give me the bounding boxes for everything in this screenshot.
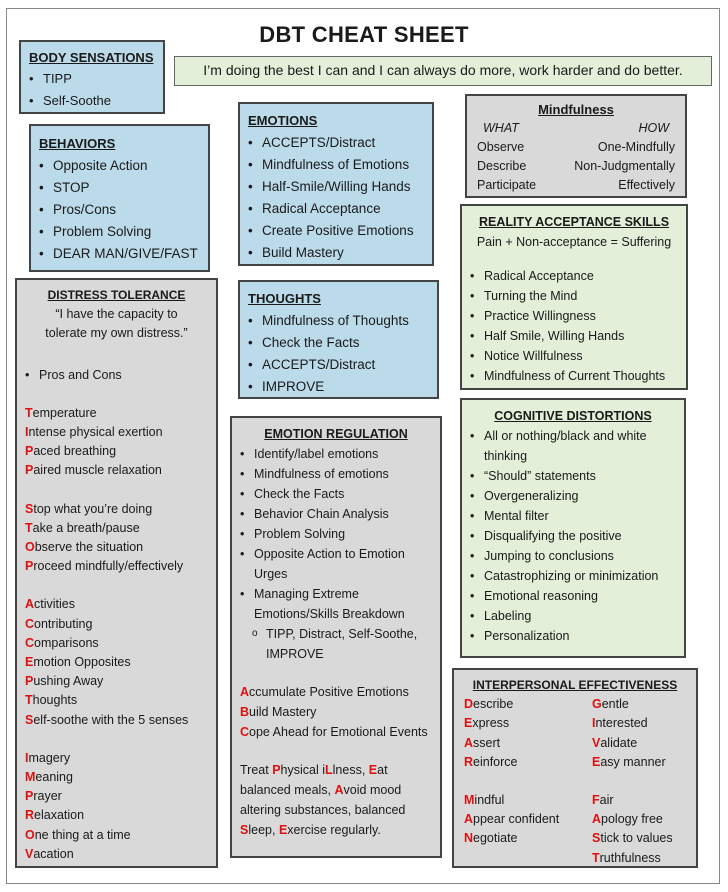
acronym-line: Take a breath/pause	[25, 520, 140, 535]
acronym-line: Reinforce	[464, 754, 518, 769]
thoughts-title: THOUGHTS	[248, 291, 321, 306]
page-title: DBT CHEAT SHEET	[259, 22, 469, 47]
distress-tolerance-title: DISTRESS TOLERANCE	[47, 288, 186, 302]
list-item: • Radical Acceptance	[470, 266, 678, 286]
list-item: • IMPROVE	[248, 376, 429, 398]
body-sensations-box	[19, 40, 165, 114]
interpersonal-box	[452, 668, 698, 868]
acronym-line: Temperature	[25, 405, 97, 420]
list-item: • All or nothing/black and white thinking	[470, 426, 676, 466]
list-item: • Jumping to conclusions	[470, 546, 676, 566]
reality-acceptance-title: REALITY ACCEPTANCE SKILLS	[478, 215, 670, 229]
acronym-line: Vacation	[25, 846, 74, 861]
mindfulness-title: Mindfulness	[538, 102, 614, 117]
acronym-line: Meaning	[25, 770, 73, 785]
behaviors-list	[39, 155, 200, 265]
list-item: • Mindfulness of Thoughts	[248, 310, 429, 332]
acronym-line: Observe the situation	[25, 540, 144, 555]
list-item: • Pros/Cons	[39, 199, 200, 221]
cognitive-distortions-box	[460, 398, 686, 658]
what-item: Participate	[477, 178, 537, 192]
sub-list-item: o TIPP, Distract, Self-Soothe, IMPROVE	[252, 627, 418, 661]
how-label: HOW	[638, 121, 669, 135]
list-item: • Build Mastery	[248, 242, 424, 264]
dear-list	[464, 695, 592, 772]
acronym-line: Apology free	[592, 812, 663, 827]
list-item: • Opposite Action to Emotion Urges	[240, 544, 432, 584]
list-item: • TIPP	[29, 68, 155, 90]
acronym-line: Assert	[464, 735, 501, 750]
mindfulness-box	[465, 94, 687, 198]
acronym-line: Self-soothe with the 5 senses	[25, 712, 189, 727]
list-item: • Managing Extreme Emotions/Skills Breakdown	[240, 584, 432, 624]
acronym-line: Mindful	[464, 793, 505, 808]
list-item: • ACCEPTS/Distract	[248, 354, 429, 376]
emotions-title: EMOTIONS	[248, 113, 318, 128]
acronym-line: Stop what you’re doing	[25, 501, 153, 516]
behaviors-title: BEHAVIORS	[39, 136, 116, 151]
list-item: • Create Positive Emotions	[248, 220, 424, 242]
list-item: • Mental filter	[470, 506, 676, 526]
give-list	[592, 695, 673, 772]
acronym-line: Relaxation	[25, 808, 85, 823]
acronym-line: Gentle	[592, 697, 629, 712]
acronym-line: Truthfulness	[592, 850, 661, 865]
body-sensations-title: BODY SENSATIONS	[29, 50, 154, 65]
acronym-line: Easy manner	[592, 754, 666, 769]
list-item: • Check the Facts	[248, 332, 429, 354]
accepts-list	[25, 595, 208, 729]
body-sensations-list	[29, 68, 155, 112]
list-item: • Pros and Cons	[25, 366, 208, 385]
list-item: • “Should” statements	[470, 466, 676, 486]
list-item: • Problem Solving	[240, 524, 432, 544]
how-item: One-Mindfully	[597, 140, 675, 154]
acronym-line: One thing at a time	[25, 827, 131, 842]
list-item: • Overgeneralizing	[470, 486, 676, 506]
list-item: • Disqualifying the positive	[470, 526, 676, 546]
acronym-line: Cope Ahead for Emotional Events	[240, 725, 428, 739]
list-item: • Radical Acceptance	[248, 198, 424, 220]
thoughts-box	[238, 280, 439, 399]
acronym-line: Build Mastery	[240, 705, 317, 719]
list-item: • Emotional reasoning	[470, 586, 676, 606]
acronym-line: Describe	[464, 697, 514, 712]
motto-box	[174, 56, 712, 86]
list-item: • Mindfulness of Emotions	[248, 154, 424, 176]
acronym-line: Contributing	[25, 616, 93, 631]
what-item: Describe	[477, 159, 527, 173]
list-item: • Behavior Chain Analysis	[240, 504, 432, 524]
fast-list	[592, 791, 673, 868]
reality-acceptance-formula: Pain + Non-acceptance = Suffering	[476, 235, 672, 249]
distress-tolerance-box	[15, 278, 218, 868]
acronym-line: Emotion Opposites	[25, 655, 131, 670]
emotion-regulation-title: EMOTION REGULATION	[264, 427, 408, 441]
interpersonal-title: INTERPERSONAL EFFECTIVENESS	[472, 678, 678, 692]
list-item: • Opposite Action	[39, 155, 200, 177]
tipp-list	[25, 404, 208, 481]
list-item: • Self-Soothe	[29, 90, 155, 112]
list-item: • Half-Smile/Willing Hands	[248, 176, 424, 198]
acronym-line: Validate	[592, 735, 638, 750]
acronym-line: Pushing Away	[25, 674, 104, 689]
list-item: • Practice Willingness	[470, 306, 678, 326]
reality-acceptance-box	[460, 204, 688, 390]
acronym-line: Paced breathing	[25, 444, 117, 459]
distress-bullet-list	[25, 366, 208, 385]
acronym-line: Interested	[592, 716, 648, 731]
list-item: • Labeling	[470, 606, 676, 626]
abc-list	[240, 682, 432, 742]
list-item: • Half Smile, Willing Hands	[470, 326, 678, 346]
list-item: • Mindfulness of Current Thoughts	[470, 366, 678, 386]
acronym-line: Accumulate Positive Emotions	[240, 685, 409, 699]
acronym-line: Appear confident	[464, 812, 560, 827]
motto-text: I’m doing the best I can and I can always do more, work harder and do better.	[203, 62, 683, 78]
acronym-line: Express	[464, 716, 510, 731]
list-item: • Problem Solving	[39, 221, 200, 243]
stop-list	[25, 500, 208, 577]
acronym-line: Proceed mindfully/effectively	[25, 559, 184, 574]
acronym-line: Imagery	[25, 750, 71, 765]
how-item: Non-Judgmentally	[574, 159, 675, 173]
acronym-line: Comparisons	[25, 635, 99, 650]
man-list	[464, 791, 592, 849]
what-item: Observe	[477, 140, 525, 154]
acronym-line: Stick to values	[592, 831, 673, 846]
list-item: • Check the Facts	[240, 484, 432, 504]
improve-list	[25, 749, 208, 864]
how-item: Effectively	[618, 178, 675, 192]
emotions-list	[248, 132, 424, 264]
acronym-line: Thoughts	[25, 693, 78, 708]
list-item: • Identify/label emotions	[240, 444, 432, 464]
distress-quote: “I have the capacity to tolerate my own distress.”	[45, 307, 188, 341]
list-item: • Mindfulness of emotions	[240, 464, 432, 484]
acronym-line: Intense physical exertion	[25, 425, 163, 440]
emotion-regulation-list	[240, 444, 432, 624]
acronym-line: Paired muscle relaxation	[25, 463, 162, 478]
emotion-regulation-box	[230, 416, 442, 858]
behaviors-box	[29, 124, 210, 272]
cognitive-distortions-list	[470, 426, 676, 646]
list-item: • Turning the Mind	[470, 286, 678, 306]
emotions-box	[238, 102, 434, 266]
acronym-line: Negotiate	[464, 831, 518, 846]
acronym-line: Fair	[592, 793, 614, 808]
thoughts-list	[248, 310, 429, 398]
list-item: • STOP	[39, 177, 200, 199]
what-label: WHAT	[483, 121, 519, 135]
reality-acceptance-list	[470, 266, 678, 386]
list-item: • ACCEPTS/Distract	[248, 132, 424, 154]
list-item: • Personalization	[470, 626, 676, 646]
list-item: • DEAR MAN/GIVE/FAST	[39, 243, 200, 265]
acronym-line: Prayer	[25, 789, 62, 804]
list-item: • Catastrophizing or minimization	[470, 566, 676, 586]
cognitive-distortions-title: COGNITIVE DISTORTIONS	[494, 409, 652, 423]
please-paragraph: Treat Physical iLlness, Eat balanced meals, Avoid mood altering substances, balanced Sleep, Exercise regularly.	[240, 763, 406, 837]
list-item: • Notice Willfulness	[470, 346, 678, 366]
acronym-line: Activities	[25, 597, 76, 612]
